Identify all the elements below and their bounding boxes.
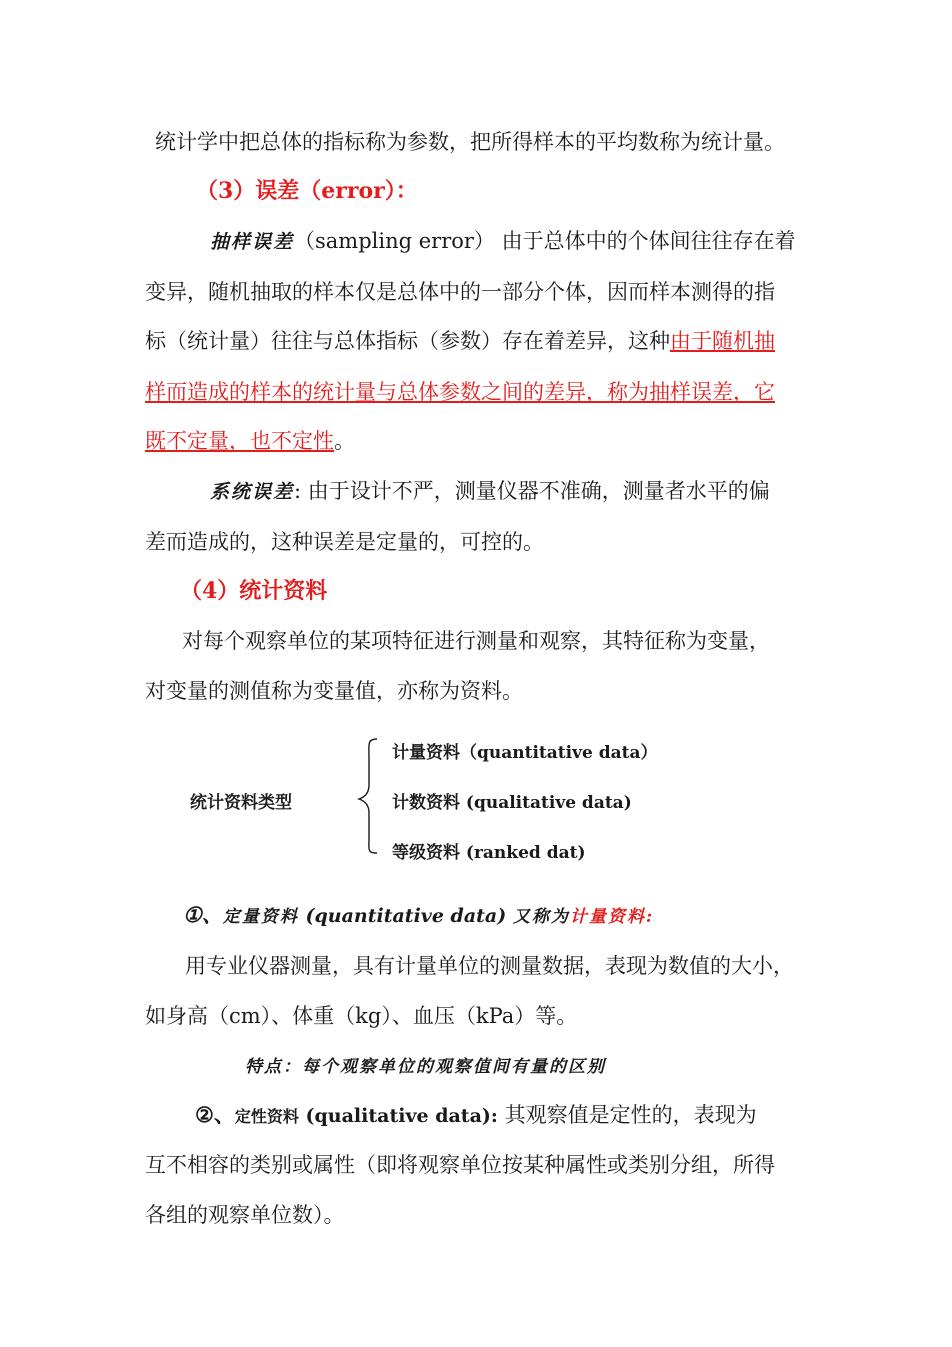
sampling-error-line-1 xyxy=(210,226,796,257)
qualitative-line-1 xyxy=(195,1100,757,1132)
sampling-error-line-5 xyxy=(145,426,355,456)
sampling-error-line-2: 变异，随机抽取的样本仅是总体中的一部分个体，因而样本测得的指 xyxy=(145,280,775,304)
quantitative-also-called: 又称为 xyxy=(512,907,570,927)
quantitative-heading xyxy=(183,900,654,932)
intro-paragraph: 统计学中把总体的指标称为参数，把所得样本的平均数称为统计量。 xyxy=(155,130,785,154)
quantitative-line-2: 如身高（cm）、体重（kg）、血压（kPa）等。 xyxy=(145,1004,578,1028)
feature-text: ：每个观察单位的观察值间有量的区别 xyxy=(283,1057,606,1077)
data-type-quantitative: 计量资料（quantitative data） xyxy=(392,743,658,763)
qualitative-number: ②、 xyxy=(195,1102,235,1127)
systematic-error-line-1 xyxy=(210,476,770,507)
sampling-error-definition-middle: 样而造成的样本的统计量与总体参数之间的差异，称为抽样误差，它 xyxy=(145,380,775,404)
qualitative-term: 定性资料 xyxy=(234,1107,299,1126)
quantitative-english: (quantitative data) xyxy=(305,905,507,927)
data-type-qualitative: 计数资料 (qualitative data) xyxy=(392,793,632,813)
data-type-ranked: 等级资料 (ranked dat) xyxy=(392,843,586,863)
qualitative-line-2: 互不相容的类别或属性（即将观察单位按某种属性或类别分组，所得 xyxy=(145,1153,775,1177)
qualitative-english: (qualitative data): xyxy=(305,1105,498,1127)
sampling-error-definition-end: 既不定量，也不定性 xyxy=(145,429,334,453)
data-types-label: 统计资料类型 xyxy=(190,793,292,813)
quantitative-line-1: 用专业仪器测量，具有计量单位的测量数据，表现为数值的大小， xyxy=(185,954,794,978)
quantitative-alias: 计量资料: xyxy=(569,907,655,927)
data-paragraph-line-2: 对变量的测值称为变量值，亦称为资料。 xyxy=(145,679,523,703)
sampling-error-line-3 xyxy=(145,326,775,356)
systematic-error-line-2: 差而造成的，这种误差是定量的，可控的。 xyxy=(145,530,544,554)
systematic-error-term: 系统误差 xyxy=(210,481,295,503)
curly-brace-icon xyxy=(355,735,385,855)
quantitative-feature xyxy=(245,1050,606,1082)
heading-error: （3）误差（error）： xyxy=(196,178,418,204)
sampling-error-text-1: （sampling error） 由于总体中的个体间往往存在着 xyxy=(294,229,796,253)
data-paragraph-line-1: 对每个观察单位的某项特征进行测量和观察，其特征称为变量， xyxy=(182,629,770,653)
qualitative-text-1: 其观察值是定性的，表现为 xyxy=(504,1103,757,1127)
sampling-error-period: 。 xyxy=(334,429,355,453)
systematic-error-text-1: : 由于设计不严，测量仪器不准确，测量者水平的偏 xyxy=(294,479,770,503)
qualitative-line-3: 各组的观察单位数）。 xyxy=(145,1203,345,1227)
heading-statistical-data: （4）统计资料 xyxy=(180,578,328,604)
feature-label: 特点 xyxy=(245,1057,283,1077)
sampling-error-term: 抽样误差 xyxy=(210,231,295,253)
quantitative-number: ①、 xyxy=(183,902,223,927)
sampling-error-text-3: 标（统计量）往往与总体指标（参数）存在着差异，这种 xyxy=(145,329,670,353)
sampling-error-definition-start: 由于随机抽 xyxy=(670,329,775,353)
quantitative-term: 定量资料 xyxy=(222,907,299,927)
